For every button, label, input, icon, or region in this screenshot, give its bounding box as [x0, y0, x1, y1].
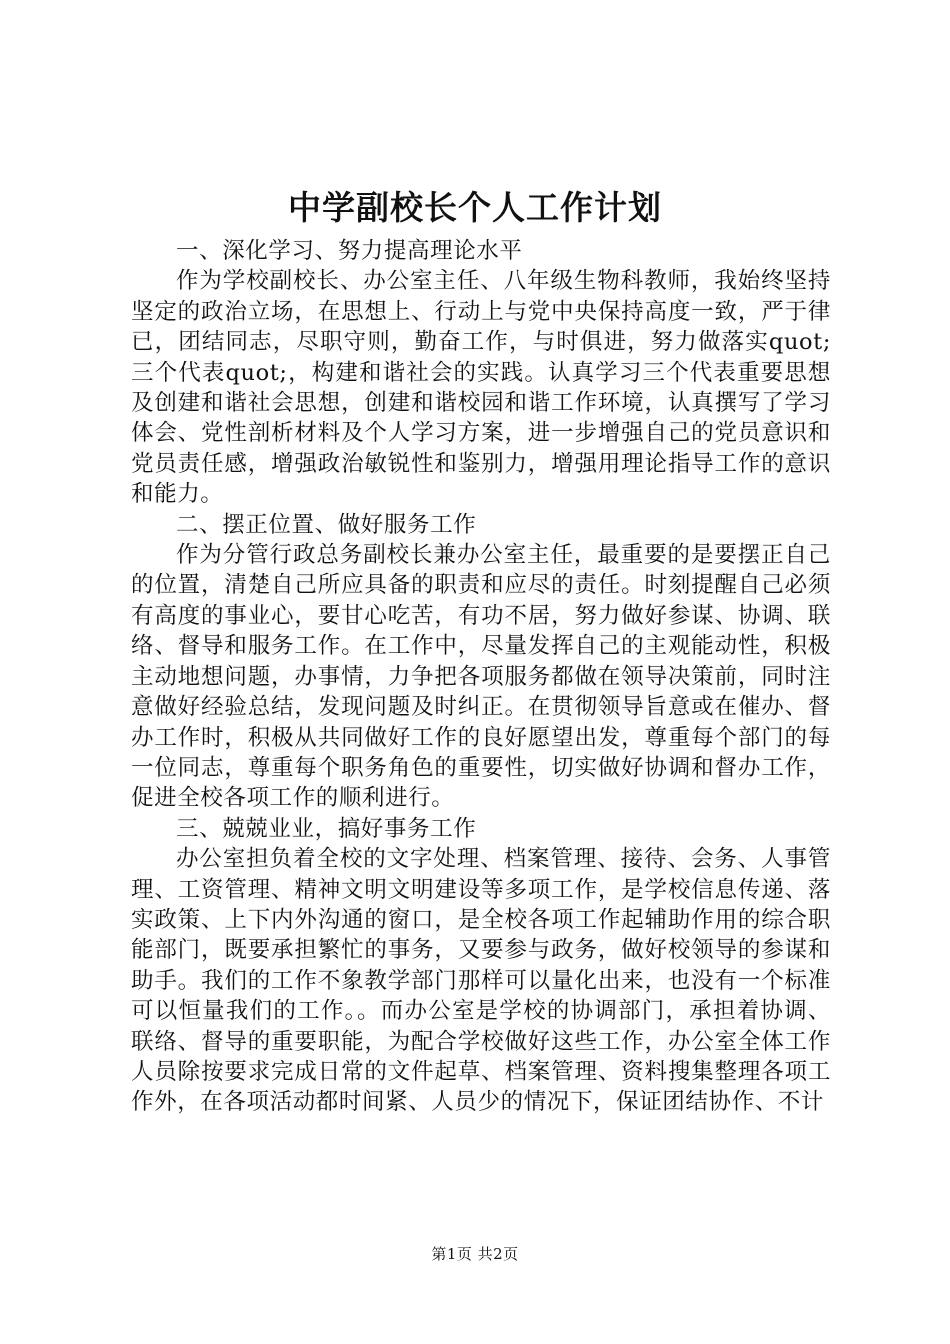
document-body: [131, 236, 831, 1118]
paragraph-2: 作为分管行政总务副校长兼办公室主任，最重要的是要摆正自己的位置，清楚自己所应具备的职责和应尽的责任。时刻提醒自己必须有高度的事业心，要甘心吃苦，有功不居，努力做好参谋、协调、联络、督导和服务工作。在工作中，尽量发挥自己的主观能动性，积极主动地想问题，办事情，力争把各项服务都做在领导决策前，同时注意做好经验总结，发现问题及时纠正。在贯彻领导旨意或在催办、督办工作时，积极从共同做好工作的良好愿望出发，尊重每个部门的每一位同志，尊重每个职务角色的重要性，切实做好协调和督办工作，促进全校各项工作的顺利进行。: [131, 542, 831, 812]
section-heading-3: 三、兢兢业业，搞好事务工作: [176, 815, 477, 842]
paragraph-1: 作为学校副校长、办公室主任、八年级生物科教师，我始终坚持坚定的政治立场，在思想上、行动上与党中央保持高度一致，严于律已，团结同志，尽职守则，勤奋工作，与时俱进，努力做落实quot;三个代表quot;，构建和谐社会的实践。认真学习三个代表重要思想及创建和谐社会思想，创建和谐校园和谐工作环境，认真撰写了学习体会、党性剖析材料及个人学习方案，进一步增强自己的党员意识和党员责任感，增强政治敏锐性和鉴别力，增强用理论指导工作的意识和能力。: [131, 268, 831, 508]
paragraph-3: 办公室担负着全校的文字处理、档案管理、接待、会务、人事管理、工资管理、精神文明文明建设等多项工作，是学校信息传递、落实政策、上下内外沟通的窗口，是全校各项工作起辅助作用的综合职能部门，既要承担繁忙的事务，又要参与政务，做好校领导的参谋和助手。我们的工作不象教学部门那样可以量化出来，也没有一个标准可以恒量我们的工作。。而办公室是学校的协调部门，承担着协调、联络、督导的重要职能，为配合学校做好这些工作，办公室全体工作人员除按要求完成日常的文件起草、档案管理、资料搜集整理各项工作外，在各项活动都时间紧、人员少的情况下，保证团结协作、不计: [131, 846, 831, 1116]
section-heading-2: 二、摆正位置、做好服务工作: [176, 511, 477, 538]
page-number-footer: 第1页 共2页: [431, 1245, 519, 1263]
document-title: 中学副校长个人工作计划: [288, 188, 662, 227]
section-heading-1: 一、深化学习、努力提高理论水平: [176, 238, 523, 264]
